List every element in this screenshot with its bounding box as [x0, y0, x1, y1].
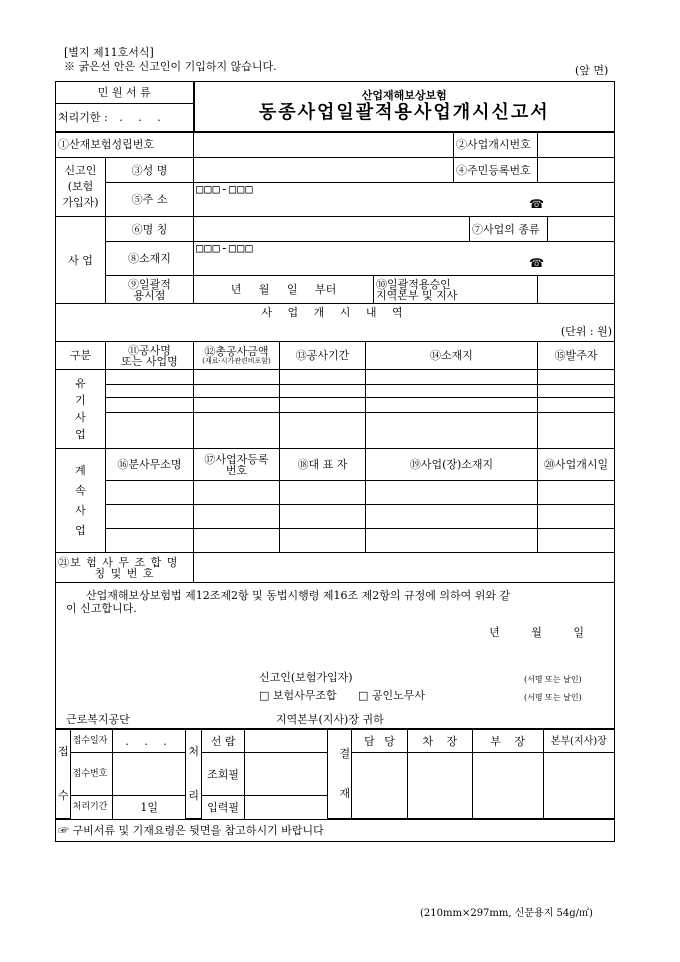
receipt-no-value — [113, 753, 186, 796]
process-deadline-value: . . . — [119, 110, 167, 124]
continuing-cell[interactable] — [366, 529, 538, 553]
resident-number-input[interactable] — [538, 158, 615, 183]
continuing-char: 계 — [75, 463, 86, 477]
declaration-text1: 산업재해보상보험법 제12조제2항 및 동법시행령 제16조 제2항의 규정에 의하여 위와 같 — [86, 589, 511, 602]
details-title: 사 업 개 시 내 역 — [261, 306, 409, 319]
col-client: ⑮발주자 — [538, 342, 615, 370]
declaration-date[interactable]: 년 월 일 — [489, 626, 585, 639]
report-form — [55, 81, 615, 842]
field-business-start-number-label: ②사업개시번호 — [454, 132, 538, 158]
continuing-cell[interactable] — [106, 529, 194, 553]
process-label — [186, 730, 202, 819]
continuing-cell[interactable] — [280, 505, 366, 529]
continuing-cell[interactable] — [106, 481, 194, 505]
union-label — [56, 553, 194, 583]
phone-icon: ☎ — [529, 197, 545, 211]
col-branch-name: ⑯분사무소명 — [106, 449, 194, 481]
continuing-cell[interactable] — [280, 529, 366, 553]
agency-name: 근로복지공단 — [66, 713, 130, 726]
field-insurance-number-label: ①산재보험성립번호 — [56, 132, 194, 158]
business-start-number-input[interactable] — [538, 132, 615, 158]
location-postcode: □□□-□□□ — [196, 241, 254, 255]
col12-line2: (재료·시가관련비포함) — [202, 356, 271, 365]
col-project-name — [106, 342, 194, 370]
limited-cell[interactable] — [106, 413, 194, 449]
reporter-sub2: 가입자) — [62, 196, 99, 209]
continuing-business-label — [56, 449, 106, 553]
continuing-char: 업 — [75, 523, 86, 537]
col-representative: ⑱대 표 자 — [280, 449, 366, 481]
limited-cell[interactable] — [366, 398, 538, 413]
field-resident-number-label: ④주민등록번호 — [454, 158, 538, 183]
limited-cell[interactable] — [280, 370, 366, 385]
approval-char: 재 — [339, 787, 351, 800]
continuing-cell[interactable] — [106, 505, 194, 529]
details-header — [56, 304, 615, 342]
receipt-no-label: 접수번호 — [70, 753, 113, 796]
name-input[interactable] — [194, 158, 454, 183]
office-spacer — [327, 730, 337, 819]
col-site-location: ⑲사업(장)소재지 — [366, 449, 538, 481]
insurance-number-input[interactable] — [194, 132, 454, 158]
continuing-cell[interactable] — [194, 505, 280, 529]
process-period-label: 처리기간 — [70, 796, 113, 819]
approver-head: 본부(지사)장 — [543, 730, 614, 753]
limited-cell[interactable] — [538, 413, 615, 449]
browse-value — [244, 730, 327, 753]
col-location: ⑭소재지 — [366, 342, 538, 370]
instruction-note: ※ 굵은선 안은 신고인이 기입하지 않습니다. — [64, 60, 277, 73]
business-label: 사 업 — [56, 217, 106, 304]
process-deadline-label: 처리기한 : — [58, 110, 108, 124]
col17-line2: 번호 — [225, 463, 248, 477]
declaration-text2: 이 신고합니다. — [66, 602, 137, 615]
reporter-label — [56, 158, 106, 217]
sign-box-deputy — [407, 753, 472, 819]
declaration-sign2: (서명 또는 날인) — [524, 693, 582, 702]
limited-cell[interactable] — [106, 370, 194, 385]
union-input[interactable] — [194, 553, 615, 583]
continuing-cell[interactable] — [366, 481, 538, 505]
page-side-label: (앞 면) — [575, 64, 609, 77]
col12-line1: ⑫총공사금액 — [204, 344, 269, 358]
limited-cell[interactable] — [280, 413, 366, 449]
sign-box-manager — [472, 753, 543, 819]
limited-cell[interactable] — [280, 398, 366, 413]
approval-char: 결 — [339, 747, 351, 760]
review-value — [244, 753, 327, 796]
sign-box-head — [543, 753, 614, 819]
paper-spec: (210mm×297mm, 신문용지 54g/㎡) — [420, 908, 593, 919]
declaration-sign1: (서명 또는 날인) — [524, 675, 582, 684]
col11-line1: ⑪공사명 — [128, 343, 171, 357]
title-cell — [194, 82, 615, 132]
process-char: 처 — [188, 745, 200, 758]
limited-cell[interactable] — [280, 385, 366, 398]
col-start-date: ⑳사업개시일 — [538, 449, 615, 481]
details-unit: (단위 : 원) — [560, 325, 613, 338]
limited-cell[interactable] — [366, 413, 538, 449]
footer-note: ☞ 구비서류 및 기재요령은 뒷면을 참고하시기 바랍니다 — [56, 820, 615, 842]
continuing-char: 사 — [75, 503, 86, 517]
declaration-reporter: 신고인(보험가입자) — [259, 671, 353, 684]
continuing-cell[interactable] — [538, 505, 615, 529]
field-batch-date-label — [106, 276, 194, 304]
continuing-cell[interactable] — [194, 481, 280, 505]
review-label: 조회필 — [202, 753, 245, 796]
business-name-input[interactable] — [194, 217, 470, 242]
receipt-char: 접 — [58, 745, 69, 758]
limited-cell[interactable] — [538, 370, 615, 385]
col-period: ⑬공사기간 — [280, 342, 366, 370]
col17-line1: ⑰사업자등록 — [204, 452, 269, 466]
limited-char: 사 — [75, 411, 86, 424]
field-business-name-label: ⑥명 칭 — [106, 217, 194, 242]
reporter-sub1: (보험 — [67, 180, 94, 193]
location-input[interactable] — [194, 242, 615, 276]
continuing-cell[interactable] — [280, 481, 366, 505]
continuing-cell[interactable] — [366, 505, 538, 529]
business-type-input[interactable] — [548, 217, 615, 242]
phone-icon: ☎ — [529, 256, 545, 270]
col-total-amount — [194, 342, 280, 370]
office-table — [56, 729, 614, 819]
receipt-char: 수 — [58, 789, 69, 802]
receipt-label — [56, 730, 70, 819]
field-name-label: ③성 명 — [106, 158, 194, 183]
option-union-checkbox[interactable]: □ 보험사무조합 — [259, 689, 337, 702]
field-business-type-label: ⑦사업의 종류 — [470, 217, 548, 242]
approval-office-line1: ⑩일괄적용승인 — [376, 277, 451, 291]
approver-staff: 담 당 — [352, 730, 408, 753]
limited-cell[interactable] — [194, 385, 280, 398]
limited-cell[interactable] — [194, 370, 280, 385]
process-deadline — [56, 104, 194, 132]
continuing-char: 속 — [75, 483, 86, 497]
limited-char: 기 — [75, 394, 86, 407]
limited-cell[interactable] — [194, 398, 280, 413]
address-postcode: □□□-□□□ — [196, 182, 254, 196]
limited-char: 유 — [75, 377, 86, 390]
col11-line2: 또는 사업명 — [121, 354, 178, 368]
approval-office-input[interactable] — [538, 276, 615, 304]
process-period-value: 1일 — [113, 796, 186, 819]
limited-cell[interactable] — [194, 413, 280, 449]
input-value — [244, 796, 327, 819]
sign-box-staff — [352, 753, 408, 819]
continuing-cell[interactable] — [538, 481, 615, 505]
form-number: [별지 제11호서식] — [64, 46, 154, 59]
col-business-reg-number — [194, 449, 280, 481]
approval-label — [338, 730, 352, 819]
receipt-date-value: . . . — [113, 730, 186, 753]
declaration-block — [56, 583, 615, 729]
batch-date-label-line1: ⑨일괄적 — [128, 277, 171, 291]
reporter-title: 신고인 — [64, 164, 97, 177]
union-line1: ㉑보 험 사 무 조 합 명 — [58, 555, 179, 569]
continuing-cell[interactable] — [538, 529, 615, 553]
limited-cell[interactable] — [538, 385, 615, 398]
option-labor-attorney-checkbox[interactable]: □ 공인노무사 — [358, 689, 426, 702]
form-title: 동종사업일괄적용사업개시신고서 — [258, 101, 550, 123]
address-input[interactable] — [194, 183, 615, 217]
office-section — [56, 729, 615, 820]
limited-cell[interactable] — [106, 398, 194, 413]
approver-manager: 부 장 — [472, 730, 543, 753]
limited-cell[interactable] — [366, 370, 538, 385]
col-category: 구분 — [56, 342, 106, 370]
union-line2: 칭 및 번 호 — [94, 566, 155, 580]
recipient: 지역본부(지사)장 귀하 — [276, 713, 384, 726]
law-name: 산업재해보상보험 — [361, 88, 447, 102]
limited-cell[interactable] — [366, 385, 538, 398]
limited-cell[interactable] — [538, 398, 615, 413]
batch-date-label-line2: 용시점 — [133, 288, 166, 302]
field-approval-office-label — [374, 276, 538, 304]
receipt-date-label: 접수일자 — [70, 730, 113, 753]
civil-doc-label: 민 원 서 류 — [56, 82, 194, 104]
approver-deputy: 차 장 — [407, 730, 472, 753]
limited-cell[interactable] — [106, 385, 194, 398]
limited-business-label — [56, 370, 106, 449]
field-location-label: ⑧소재지 — [106, 242, 194, 276]
limited-char: 업 — [75, 428, 86, 441]
browse-label: 선 람 — [202, 730, 245, 753]
input-label: 입력필 — [202, 796, 245, 819]
field-address-label: ⑤주 소 — [106, 183, 194, 217]
batch-date-input[interactable]: 년 월 일 부터 — [194, 276, 374, 304]
approval-office-line2: 지역본부 및 지사 — [376, 288, 458, 302]
continuing-cell[interactable] — [194, 529, 280, 553]
process-char: 리 — [188, 789, 200, 802]
